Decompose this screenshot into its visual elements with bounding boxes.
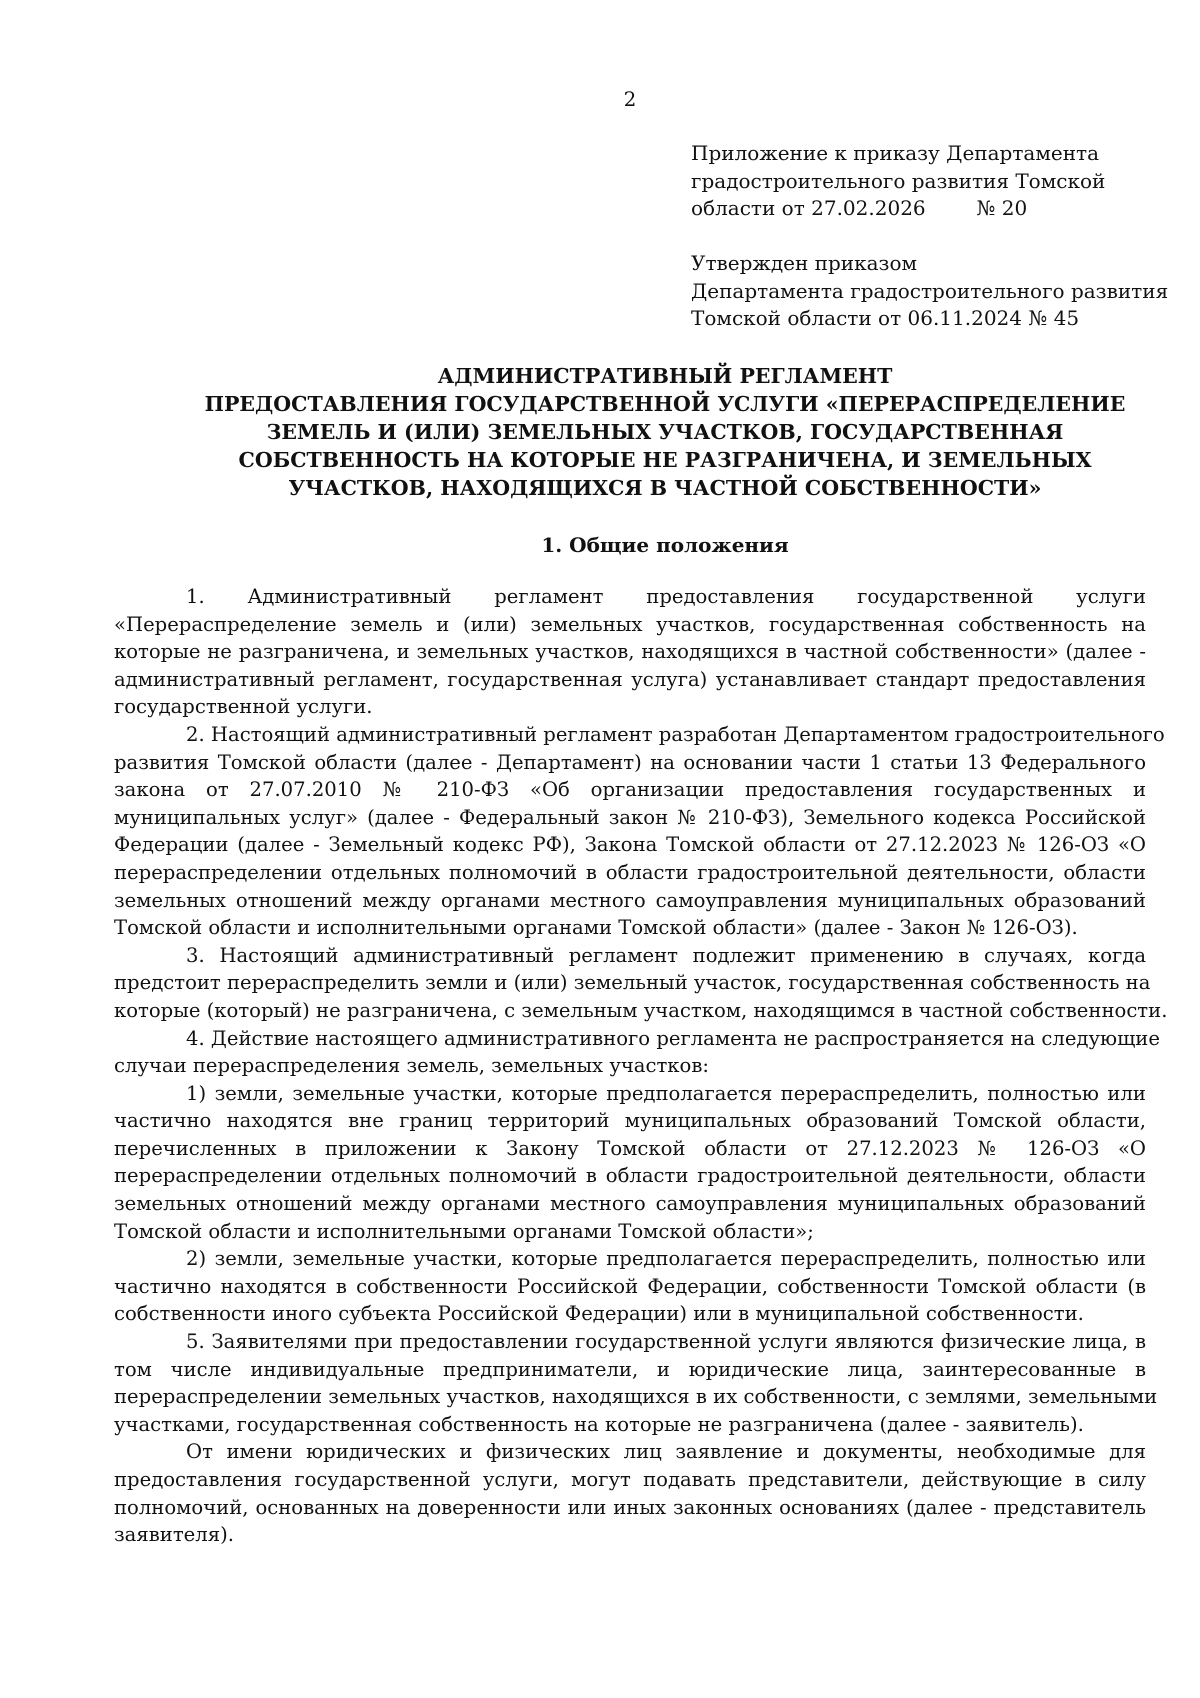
paragraph-line: 3. Настоящий административный регламент подлежит применению в случаях, когда <box>186 943 1146 967</box>
paragraph-line: полномочий, основанных на доверенности или иных законных основаниях (далее - представитель <box>114 1495 1146 1519</box>
paragraph-line: участками, государственная собственность на которые не разграничена (далее - заявитель). <box>114 1412 1084 1436</box>
appendix-line: области от 27.02.2026 № 20 <box>691 196 1028 220</box>
paragraph-4 <box>114 1025 1160 1080</box>
paragraph-line: случаи перераспределения земель, земельных участков: <box>114 1054 709 1078</box>
paragraph-line: частично находятся вне границ территорий муниципальных образований Томской области, <box>114 1109 1146 1133</box>
paragraph-line: Федерации (далее - Земельный кодекс РФ), Закона Томской области от 27.12.2023 № 126-ОЗ «О <box>114 833 1146 857</box>
approval-note <box>691 250 1171 333</box>
paragraph-4-1 <box>114 1080 1146 1246</box>
paragraph-line: «Перераспределение земель и (или) земельных участков, государственная собственность на <box>114 612 1146 636</box>
paragraph-line: 5. Заявителями при предоставлении государственной услуги являются физические лица, в <box>186 1330 1146 1354</box>
paragraph-line: земельных отношений между органами местного самоуправления муниципальных образований <box>114 888 1146 912</box>
paragraph-5-representative <box>114 1438 1146 1548</box>
paragraph-line: государственной услуги. <box>114 695 373 719</box>
paragraph-2 <box>114 721 1165 942</box>
paragraph-line: предоставления государственной услуги, могут подавать представители, действующие в силу <box>114 1468 1146 1491</box>
approval-line: Томской области от 06.11.2024 № 45 <box>691 306 1080 330</box>
paragraph-5 <box>114 1328 1158 1438</box>
paragraph-line: перераспределении отдельных полномочий в области градостроительной деятельности, области <box>114 860 1146 884</box>
paragraph-line: которые не разграничена, и земельных участков, находящихся в частной собственности» (далее - <box>114 640 1146 664</box>
approval-line: Департамента градостроительного развития <box>691 278 1169 303</box>
paragraph-line: 1. Административный регламент предоставления государственной услуги <box>186 585 1146 608</box>
paragraph-line: От имени юридических и физических лиц заявление и документы, необходимые для <box>186 1440 1146 1464</box>
paragraph-line: 2. Настоящий административный регламент разработан Департаментом градостроительного <box>186 722 1165 746</box>
paragraph-4-2 <box>114 1245 1146 1328</box>
paragraph-line: закона от 27.07.2010 № 210-ФЗ «Об организации предоставления государственных и <box>114 778 1146 802</box>
paragraph-line: частично находятся в собственности Российской Федерации, собственности Томской области (в <box>114 1274 1146 1298</box>
paragraph-line: перечисленных в приложении к Закону Томской области от 27.12.2023 № 126-ОЗ «О <box>114 1136 1146 1160</box>
title-line: УЧАСТКОВ, НАХОДЯЩИХСЯ В ЧАСТНОЙ СОБСТВЕННОСТИ» <box>288 476 1042 500</box>
title-line: ПРЕДОСТАВЛЕНИЯ ГОСУДАРСТВЕННОЙ УСЛУГИ «ПЕРЕРАСПРЕДЕЛЕНИЕ <box>204 392 1126 416</box>
paragraph-line: Томской области и исполнительными органами Томской области» (далее - Закон № 126-ОЗ). <box>114 916 1078 940</box>
appendix-line: градостроительного развития Томской <box>691 168 1106 193</box>
approval-line: Утвержден приказом <box>691 251 918 275</box>
paragraph-line: том числе индивидуальные предприниматели, и юридические лица, заинтересованные в <box>114 1357 1146 1381</box>
paragraph-line: которые (который) не разграничена, с земельным участком, находящимся в частной собственности. <box>114 998 1168 1022</box>
document-title <box>115 362 1200 502</box>
paragraph-line: собственности иного субъекта Российской Федерации) или в муниципальной собственности. <box>114 1302 1084 1326</box>
appendix-note <box>691 140 1171 223</box>
paragraph-1 <box>114 583 1146 721</box>
paragraph-line: 2) земли, земельные участки, которые предполагается перераспределить, полностью или <box>186 1247 1146 1271</box>
paragraph-line: 1) земли, земельные участки, которые предполагается перераспределить, полностью или <box>186 1081 1146 1105</box>
title-line: ЗЕМЕЛЬ И (ИЛИ) ЗЕМЕЛЬНЫХ УЧАСТКОВ, ГОСУДАРСТВЕННАЯ <box>266 420 1064 444</box>
paragraph-line: заявителя). <box>114 1523 234 1547</box>
paragraph-line: земельных отношений между органами местного самоуправления муниципальных образований <box>114 1192 1146 1216</box>
paragraph-line: Томской области и исполнительными органами Томской области»; <box>114 1219 814 1243</box>
appendix-line: Приложение к приказу Департамента <box>691 141 1100 165</box>
title-line: АДМИНИСТРАТИВНЫЙ РЕГЛАМЕНТ <box>437 364 893 388</box>
title-line: СОБСТВЕННОСТЬ НА КОТОРЫЕ НЕ РАЗГРАНИЧЕНА, И ЗЕМЕЛЬНЫХ <box>238 448 1092 472</box>
paragraph-line: предстоит перераспределить земли и (или) земельный участок, государственная собственность на <box>114 971 1151 995</box>
document-body <box>114 583 1168 1549</box>
paragraph-line: развития Томской области (далее - Департамент) на основании части 1 статьи 13 Федерального <box>114 750 1146 774</box>
page-number: 2 <box>623 87 637 111</box>
paragraph-line: административный регламент, государственная услуга) устанавливает стандарт предоставления <box>114 667 1146 691</box>
paragraph-line: перераспределении отдельных полномочий в области градостроительной деятельности, области <box>114 1164 1146 1188</box>
paragraph-line: муниципальных услуг» (далее - Федеральный закон № 210-ФЗ), Земельного кодекса Российской <box>114 805 1146 829</box>
paragraph-line: 4. Действие настоящего административного регламента не распространяется на следующие <box>186 1026 1160 1050</box>
paragraph-3 <box>114 942 1168 1025</box>
section-heading: 1. Общие положения <box>541 533 789 557</box>
paragraph-line: перераспределении земельных участков, находящихся в их собственности, с землями, земельными <box>114 1385 1158 1409</box>
